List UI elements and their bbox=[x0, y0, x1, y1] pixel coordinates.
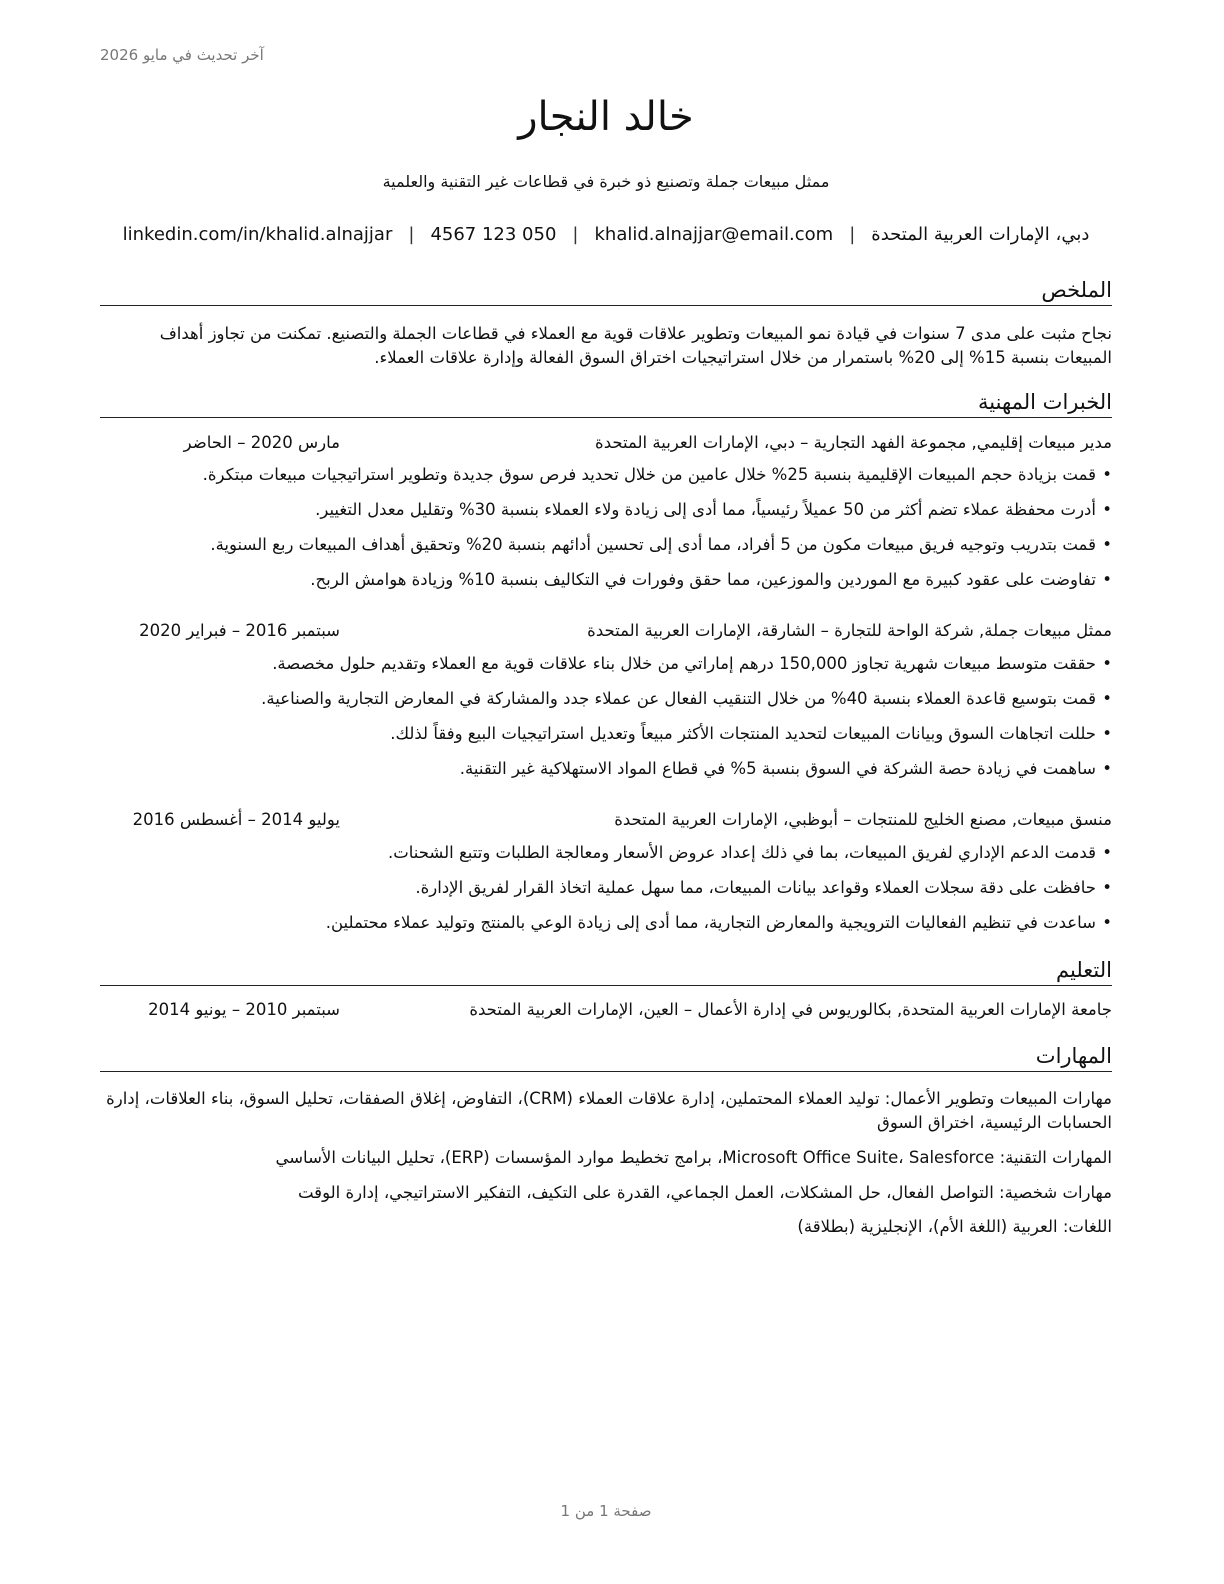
job-title: مدير مبيعات إقليمي, مجموعة الفهد التجارية – دبي، الإمارات العربية المتحدة bbox=[595, 433, 1112, 452]
skill-line: المهارات التقنية: Microsoft Office Suite، Salesforce، برامج تخطيط موارد المؤسسات (ERP)، تحليل البيانات الأساسي bbox=[275, 1148, 1112, 1167]
contact-separator: | bbox=[572, 224, 579, 245]
contact-email[interactable]: khalid.alnajjar@email.com bbox=[594, 224, 834, 245]
job-bullets bbox=[100, 652, 1112, 792]
list-item: • قدمت الدعم الإداري لفريق المبيعات، بما في ذلك إعداد عروض الأسعار ومعالجة الطلبات وتتبع الشحنات. bbox=[100, 841, 1112, 865]
list-item: • قمت بزيادة حجم المبيعات الإقليمية بنسبة 25% خلال عامين من خلال تحديد فرص سوق جديدة وتطوير استراتيجيات مبيعات مبتكرة. bbox=[100, 463, 1112, 487]
section-title-education: التعليم bbox=[100, 957, 1112, 986]
job-bullets bbox=[100, 841, 1112, 946]
job-bullets bbox=[100, 463, 1112, 603]
section-title-experience: الخبرات المهنية bbox=[100, 389, 1112, 418]
skill-line: مهارات المبيعات وتطوير الأعمال: توليد العملاء المحتملين، إدارة علاقات العملاء (CRM)، التفاوض، إغلاق الصفقات، تحليل السوق، بناء العلاقات، إدارة الحسابات الرئيسية، اختراق السوق bbox=[106, 1089, 1112, 1132]
job-dates: يوليو 2014 – أغسطس 2016 bbox=[132, 810, 340, 829]
list-item: • حققت متوسط مبيعات شهرية تجاوز 150,000 درهم إماراتي من خلال بناء علاقات قوية مع العملاء وتقديم حلول مخصصة. bbox=[100, 652, 1112, 676]
section-title-summary: الملخص bbox=[100, 277, 1112, 306]
skill-line: اللغات: العربية (اللغة الأم)، الإنجليزية (بطلاقة) bbox=[797, 1217, 1112, 1236]
contact-phone: 4567 123 050 bbox=[430, 224, 557, 245]
contact-separator: | bbox=[849, 224, 856, 245]
list-item: • تفاوضت على عقود كبيرة مع الموردين والموزعين، مما حقق وفورات في التكاليف بنسبة 10% وزيادة هوامش الربح. bbox=[100, 568, 1112, 592]
list-item: • أدرت محفظة عملاء تضم أكثر من 50 عميلاً رئيسياً، مما أدى إلى زيادة ولاء العملاء بنسبة 30% وتقليل معدل التغيير. bbox=[100, 498, 1112, 522]
job-header bbox=[100, 433, 1112, 457]
contact-separator: | bbox=[408, 224, 415, 245]
list-item: • ساهمت في زيادة حصة الشركة في السوق بنسبة 5% في قطاع المواد الاستهلاكية غير التقنية. bbox=[100, 757, 1112, 781]
job-title: منسق مبيعات, مصنع الخليج للمنتجات – أبوظبي، الإمارات العربية المتحدة bbox=[614, 810, 1112, 829]
section-title-skills: المهارات bbox=[100, 1043, 1112, 1072]
job-dates: مارس 2020 – الحاضر bbox=[183, 433, 340, 452]
candidate-name: خالد النجار bbox=[518, 94, 694, 140]
list-item: • حللت اتجاهات السوق وبيانات المبيعات لتحديد المنتجات الأكثر مبيعاً وتعديل استراتيجيات البيع وفقاً لذلك. bbox=[100, 722, 1112, 746]
list-item: • حافظت على دقة سجلات العملاء وقواعد بيانات المبيعات، مما سهل عملية اتخاذ القرار لفريق الإدارة. bbox=[100, 876, 1112, 900]
page-number: صفحة 1 من 1 bbox=[560, 1502, 652, 1520]
summary-text: نجاح مثبت على مدى 7 سنوات في قيادة نمو المبيعات وتطوير علاقات قوية مع العملاء في قطاعات الجملة والتصنيع. تمكنت من تجاوز أهداف المبيعات بنسبة 15% إلى 20% باستمرار من خلال استراتيجيات اختراق السوق الفعالة وإدارة علاقات العملاء. bbox=[159, 324, 1112, 367]
candidate-tagline: ممثل مبيعات جملة وتصنيع ذو خبرة في قطاعات غير التقنية والعلمية bbox=[382, 172, 830, 191]
contact-line bbox=[100, 224, 1112, 245]
last-updated: آخر تحديث في مايو 2026 bbox=[100, 46, 264, 64]
education-entry bbox=[100, 1000, 1112, 1024]
list-item: • قمت بتوسيع قاعدة العملاء بنسبة 40% من خلال التنقيب الفعال عن عملاء جدد والمشاركة في المعارض التجارية والصناعية. bbox=[100, 687, 1112, 711]
education-degree: جامعة الإمارات العربية المتحدة, بكالوريوس في إدارة الأعمال – العين، الإمارات العربية المتحدة bbox=[469, 1000, 1112, 1019]
list-item: • قمت بتدريب وتوجيه فريق مبيعات مكون من 5 أفراد، مما أدى إلى تحسين أدائهم بنسبة 20% وتحقيق أهداف المبيعات ربع السنوية. bbox=[100, 533, 1112, 557]
contact-location: دبي، الإمارات العربية المتحدة bbox=[871, 224, 1090, 245]
contact-linkedin[interactable]: linkedin.com/in/khalid.alnajjar bbox=[122, 224, 393, 245]
resume-page bbox=[100, 0, 1112, 1584]
job-dates: سبتمبر 2016 – فبراير 2020 bbox=[139, 621, 340, 640]
job-header bbox=[100, 810, 1112, 834]
job-title: ممثل مبيعات جملة, شركة الواحة للتجارة – الشارقة، الإمارات العربية المتحدة bbox=[587, 621, 1112, 640]
skill-line: مهارات شخصية: التواصل الفعال، حل المشكلات، العمل الجماعي، القدرة على التكيف، التفكير الاستراتيجي، إدارة الوقت bbox=[297, 1183, 1112, 1202]
list-item: • ساعدت في تنظيم الفعاليات الترويجية والمعارض التجارية، مما أدى إلى زيادة الوعي بالمنتج وتوليد عملاء محتملين. bbox=[100, 911, 1112, 935]
education-dates: سبتمبر 2010 – يونيو 2014 bbox=[148, 1000, 340, 1019]
job-header bbox=[100, 621, 1112, 645]
